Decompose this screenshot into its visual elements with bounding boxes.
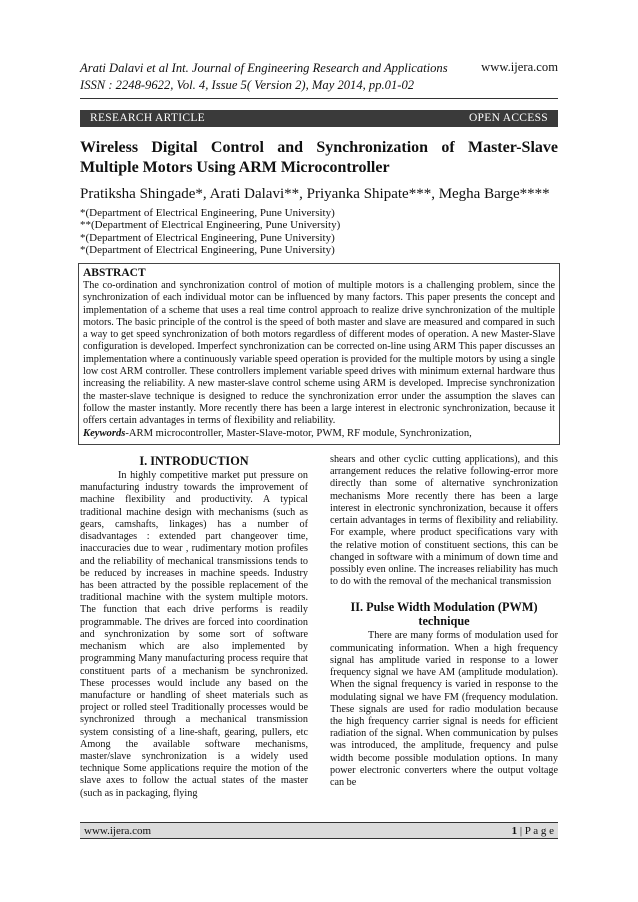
keywords [83, 428, 555, 441]
paper-title: Wireless Digital Control and Synchronization of Master-Slave Multiple Motors Using ARM Microcontroller [80, 139, 558, 176]
keywords-label: Keywords [83, 427, 126, 439]
header-divider [80, 98, 558, 99]
section-1-continuation: shears and other cyclic cutting applications), and this arrangement reduces the relative following-error more directly than some of alternative synchronization mechanisms More recently there has been a large interest in electronic synchronization, because it offers certain advantages in terms of flexibility and reliability. For example, where product specifications vary with the relative motion of constituent sections, this can be changed in software with a minimum of down time and possibly even online. The increases reliability has much to do with the removal of the mechanical transmission [330, 454, 558, 588]
open-access-label: OPEN ACCESS [468, 112, 548, 124]
author-list: Pratiksha Shingade*, Arati Dalavi**, Priyanka Shipate***, Megha Barge**** [80, 186, 550, 202]
affiliation-3: *(Department of Electrical Engineering, Pune University) [80, 231, 335, 244]
abstract-box [78, 263, 560, 445]
footer-website-link[interactable]: www.ijera.com [84, 825, 152, 837]
affiliation-1: *(Department of Electrical Engineering, Pune University) [80, 207, 335, 219]
affiliation-2: **(Department of Electrical Engineering, Pune University) [80, 219, 341, 232]
journal-citation [80, 60, 460, 94]
section-1-heading: I. INTRODUCTION [139, 454, 249, 468]
keywords-text: -ARM microcontroller, Master-Slave-motor, PWM, RF module, Synchronization, [125, 427, 472, 439]
header-website-link[interactable]: www.ijera.com [481, 60, 558, 74]
citation-line-1: Arati Dalavi et al Int. Journal of Engineering Research and Applications [80, 61, 448, 75]
page-indicator [512, 823, 554, 838]
page-label: | P a g e [517, 825, 554, 837]
left-column [80, 454, 308, 800]
affiliation-4: *(Department of Electrical Engineering, Pune University) [80, 244, 335, 257]
section-2-heading: II. Pulse Width Modulation (PWM) technique [350, 600, 538, 629]
right-column [330, 454, 558, 789]
abstract-text: The co-ordination and synchronization control of motion of multiple motors is a challenging problem, since the synchronization of each individual motor can be influenced by many factors. This paper presents the concept and implementation of a scheme that uses a real time control approach to realize drive synchronization of the multiple motors. The basic principle of the control is the speed of both master and slave are measured and compared in such a way to get speed synchronization of both motors regardless of different modes of operation. A new Master-Slave configuration is developed. Imperfect synchronization can be corrected on-line using ARM This paper discusses an implementation where a continuously variable speed operation is provided for the multiple motors by using a single low cost ARM controller. These controllers implement variable speed drives with minimum external hardware thus increasing the reliability. A new master-slave control scheme using ARM is developed. Imprecise synchronization the master-slave technique is designed to reduce the synchronization error under the assumption the slaves can follow the master instantly. More recently there has been a large interest in electronic synchronization, because it offers certain advantages in terms of flexibility and reliability. [83, 280, 555, 427]
abstract-heading: ABSTRACT [83, 267, 146, 279]
page-footer [80, 822, 558, 839]
section-2-paragraph: There are many forms of modulation used for communicating information. When a high frequency signal has amplitude varied in response to a lower frequency signal we have AM (amplitude modulation). When the signal frequency is varied in response to the modulating signal we have FM (frequency modulation. These signals are used for radio modulation because the high frequency carrier signal is needs for efficient radiation of the signal. When communication by pulses was introduced, the amplitude, frequency and pulse width become possible modulation options. In many power electronic converters where the output voltage can be [330, 630, 558, 789]
affiliations [80, 207, 340, 257]
section-1-paragraph: In highly competitive market put pressure on manufacturing industry towards the improvement of machine flexibility and productivity. A typical traditional machine design with mechanisms (such as gears, camshafts, linkages) has a number of disadvantages : extended part changeover time, inaccuracies due to wear , rudimentary motion profiles and the reliability of mechanical transmissions tends to be reduced by increases in machine speeds. Industry has been attracted by the possible replacement of the traditional machine with the system multiple motors. The function that each drive performs is readily programmable. The drives are forced into coordination and synchronization by some sort of software mechanism which are also implemented by programming Many manufacturing process require that constituent parts of a mechanism be synchronized. These processes would include any based on the manufacture or handling of sheet materials such as project or rolled steel Traditionally processes would be synchronized through a mechanical transmission system consisting of a line-shaft, gearing, pullers, etc Among the available software mechanisms, master/slave synchronization is a widely used technique Some applications require the motion of the slave axes to follow the actual states of the master (such as in packaging, flying [80, 470, 308, 799]
article-type-banner [80, 110, 558, 127]
page-number: 1 [511, 825, 518, 837]
citation-line-2: ISSN : 2248-9622, Vol. 4, Issue 5( Version 2), May 2014, pp.01-02 [80, 78, 415, 92]
research-article-label: RESEARCH ARTICLE [90, 112, 205, 124]
